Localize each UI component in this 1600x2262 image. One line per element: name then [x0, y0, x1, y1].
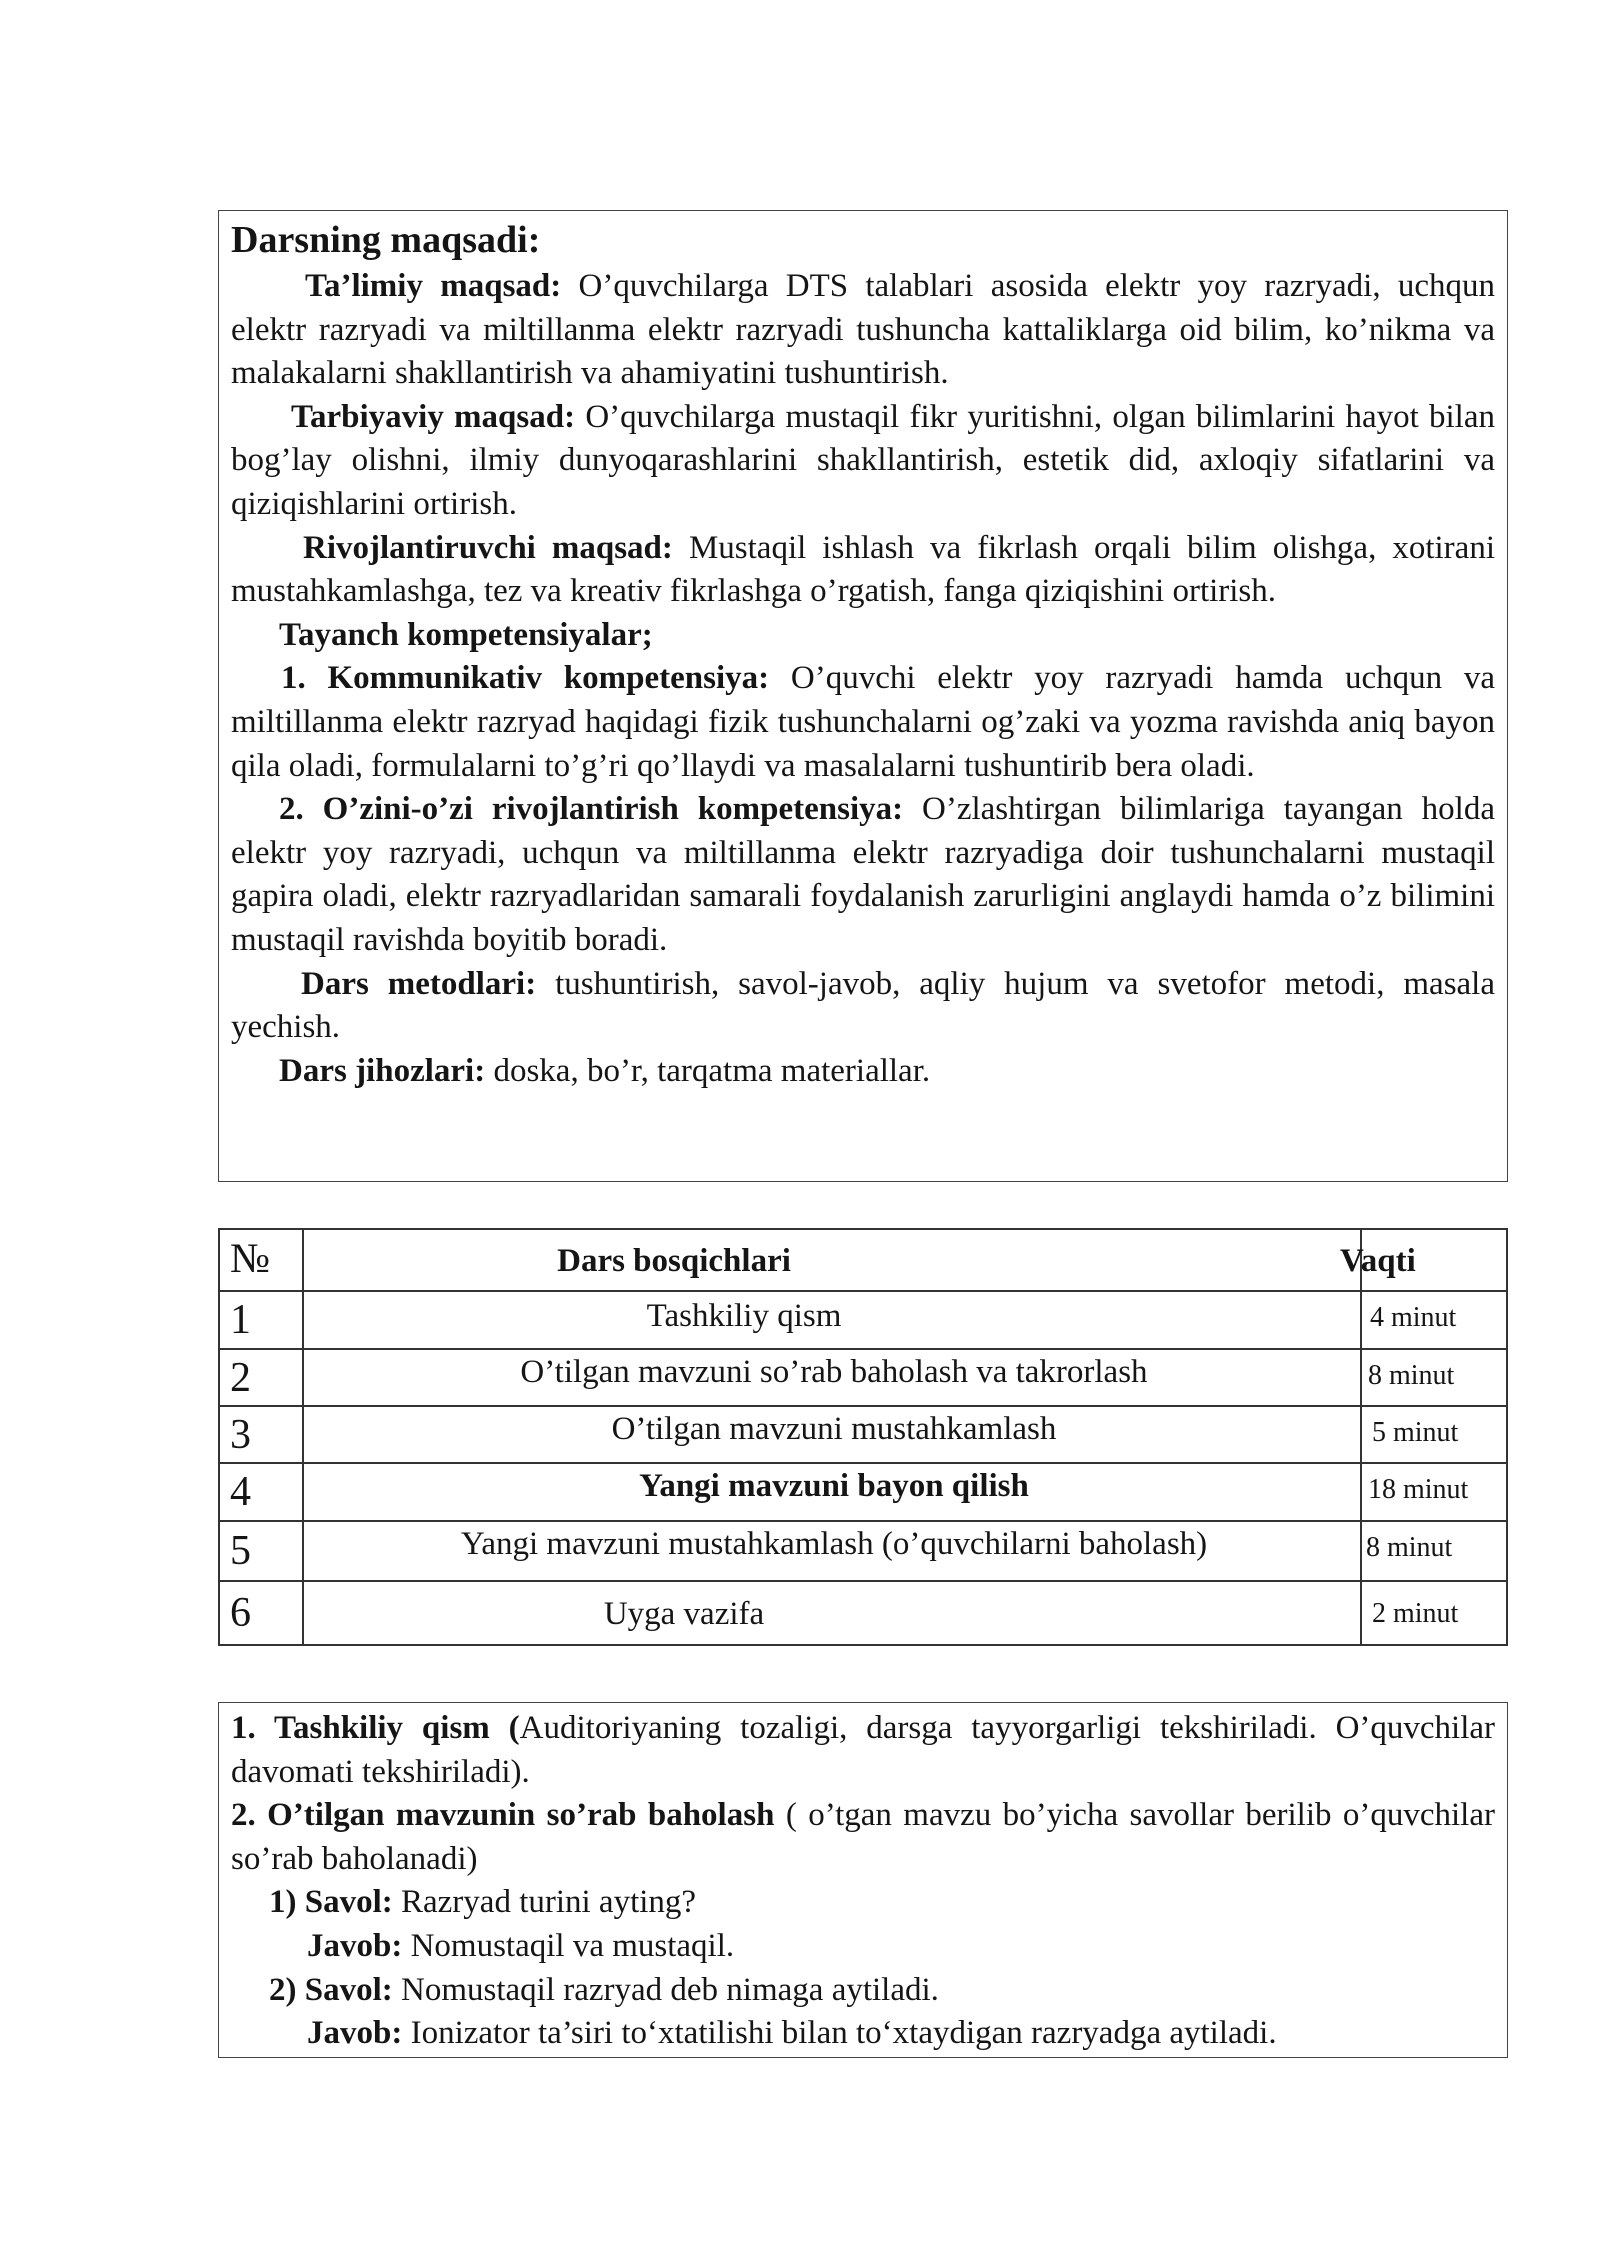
- question-2: 2) Savol: Nomustaqil razryad deb nimaga aytiladi.: [269, 1971, 939, 2008]
- row-number: 3: [230, 1412, 251, 1458]
- row-stage: Uyga vazifa: [603, 1595, 765, 1632]
- jihoz-text: doska, bo’r, tarqatma materiallar.: [485, 1052, 931, 1089]
- komp2-label: 2. O’zini-o’zi rivojlantirish kompetensiya:: [279, 791, 904, 828]
- row-number: 5: [230, 1528, 251, 1574]
- komp2-paragraph: [231, 788, 1495, 962]
- rivoj-text: Mustaqil ishlash va fikrlash orqali bilim olishga, xotirani mustahkamlashga, tez va kreativ fikrlashga o’rgatish, fanga qiziqishini ortirish.: [231, 529, 1495, 610]
- lesson-goals-box: [218, 210, 1508, 1182]
- tayanch-heading: Tayanch kompetensiyalar;: [279, 616, 653, 653]
- row-time: 8 minut: [1368, 1360, 1455, 1391]
- tashkiliy-paragraph: [231, 1707, 1495, 1794]
- metod-label: Dars metodlari:: [301, 965, 537, 1002]
- metod-paragraph: [231, 963, 1495, 1050]
- talimiy-paragraph: [231, 265, 1495, 396]
- rivoj-label: Rivojlantiruvchi maqsad:: [303, 529, 673, 566]
- table-row-divider: [218, 1580, 1508, 1582]
- tashkiliy-label: 1. Tashkiliy qism (: [231, 1710, 520, 1746]
- tarbiyaviy-paragraph: [231, 396, 1495, 527]
- review-label: 2. O’tilgan mavzunin so’rab baholash: [231, 1797, 775, 1834]
- komp1-label: 1. Kommunikativ kompetensiya:: [281, 660, 770, 697]
- review-text: ( o’tgan mavzu bo’yicha savollar berilib o’quvchilar so’rab baholanadi): [231, 1797, 1495, 1877]
- row-stage: O’tilgan mavzuni mustahkamlash: [611, 1410, 1057, 1447]
- jihoz-label: Dars jihozlari:: [279, 1052, 486, 1089]
- talimiy-text: O’quvchilarga DTS talablari asosida elektr yoy razryadi, uchqun elektr razryadi va miltillanma elektr razryadi tushuncha kattaliklarga oid bilim, ko’nikma va malakalarni shakllantirish va ahamiyatini tushuntirish.: [231, 268, 1495, 392]
- question-1: 1) Savol: Razryad turini ayting?: [269, 1884, 697, 1921]
- komp1-text: O’quvchi elektr yoy razryadi hamda uchqun va miltillanma elektr razryad haqidagi fizik tushunchalarni og’zaki va yozma ravishda aniq bayon qila oladi, formulalarni to’g’ri qo’llaydi va masalalarni tushuntirib bera oladi.: [231, 660, 1495, 784]
- answer-1: Javob: Nomustaqil va mustaqil.: [307, 1927, 735, 1964]
- row-stage: Yangi mavzuni bayon qilish: [639, 1467, 1029, 1504]
- header-time: Vaqti: [1340, 1242, 1416, 1279]
- row-number: 2: [230, 1355, 251, 1401]
- answer-2: Javob: Ionizator ta’siri to‘xtatilishi bilan to‘xtaydigan razryadga aytiladi.: [307, 2015, 1277, 2052]
- row-number: 6: [230, 1590, 251, 1636]
- metod-text: tushuntirish, savol-javob, aqliy hujum va svetofor metodi, masala yechish.: [231, 965, 1496, 1046]
- rivoj-paragraph: [231, 527, 1495, 614]
- komp2-text: O’zlashtirgan bilimlariga tayangan holda elektr yoy razryadi, uchqun va miltillanma elektr razryadiga doir tushunchalarni mustaqil gapira oladi, elektr razryadlaridan samarali foydalanish zarurligini anglaydi hamda o’z bilimini mustaqil ravishda boyitib boradi.: [231, 791, 1495, 958]
- tashkiliy-text: Auditoriyaning tozaligi, darsga tayyorgarligi tekshiriladi. O’quvchilar davomati tekshiriladi).: [231, 1710, 1496, 1790]
- row-time: 4 minut: [1370, 1302, 1457, 1333]
- row-number: 4: [230, 1469, 251, 1515]
- tarbiyaviy-label: Tarbiyaviy maqsad:: [291, 398, 576, 435]
- talimiy-label: Ta’limiy maqsad:: [305, 268, 562, 304]
- lesson-stages-table: [218, 1228, 1508, 1646]
- row-time: 2 minut: [1372, 1598, 1459, 1629]
- table-border-bottom: [218, 1644, 1508, 1646]
- tarbiyaviy-text: O’quvchilarga mustaqil fikr yuritishni, olgan bilimlarini hayot bilan bog’lay olishni, ilmiy dunyoqarashlarini shakllantirish, estetik did, axloqiy sifatlarini va qiziqishlarini ortirish.: [231, 398, 1495, 522]
- row-stage: Tashkiliy qism: [646, 1297, 842, 1334]
- goals-heading: Darsning maqsadi:: [231, 219, 541, 261]
- row-time: 8 minut: [1366, 1532, 1453, 1563]
- row-stage: Yangi mavzuni mustahkamlash (o’quvchilarni baholash): [460, 1525, 1208, 1562]
- komp1-paragraph: [231, 657, 1495, 788]
- row-number: 1: [230, 1297, 251, 1343]
- row-stage: O’tilgan mavzuni so’rab baholash va takrorlash: [520, 1353, 1148, 1390]
- jihoz-paragraph: [231, 1050, 1495, 1094]
- lesson-body-box: [218, 1702, 1508, 2058]
- row-time: 5 minut: [1372, 1417, 1459, 1448]
- review-paragraph: [231, 1794, 1495, 1881]
- row-time: 18 minut: [1368, 1474, 1469, 1505]
- header-number: №: [230, 1236, 271, 1282]
- header-stage: Dars bosqichlari: [557, 1242, 791, 1279]
